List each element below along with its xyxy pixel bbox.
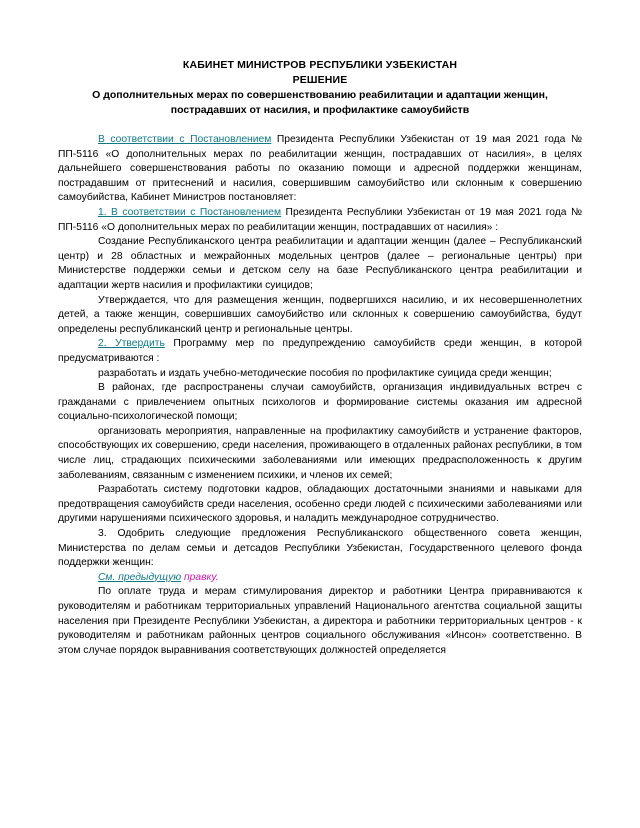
clause-2-paragraph — [58, 337, 582, 366]
preamble-text: Президента Республики Узбекистан от 19 мая 2021 года № ПП-5116 «О дополнительных мерах по реабилитации женщин, пострадавших от насилия», в целях дальнейшего совершенствования работы по оказанию помощи и адресной поддержки женщинам, пострадавшим от притеснений и насилия, совершившим самоубийство или склонным к совершению самоубийства, Кабинет Министров постановляет: — [58, 134, 582, 204]
document-type: РЕШЕНИЕ — [292, 73, 348, 86]
closing-paragraph: По оплате труда и мерам стимулирования директор и работники Центра приравниваются к руководителям и работникам территориальных управлений Национального агентства социальной защиты населения при Президенте Республики Узбекистан, а директора и работники территориальных центров - к руководителям и работникам районных центров социального обслуживания «Инсон» соответственно. В этом случае порядок выравнивания соответствующих должностей определяется — [58, 586, 582, 656]
clause-1-paragraph — [58, 206, 582, 235]
clause-2-approve-link[interactable]: 2. Утвердить — [98, 338, 165, 350]
clause-1-subitem-1: Создание Республиканского центра реабилитации и адаптации женщин (далее – Республиканский центр) и 28 областных и межрайонных модельных центров (далее – региональные центры) при Министерстве поддержки семьи и детском селу на базе Республиканского центра реабилитации и адаптации жертв насилия и профилактики суицидов; — [58, 236, 582, 291]
document-header — [58, 58, 582, 117]
preamble-paragraph — [58, 133, 582, 206]
clause-2-subitem-2: В районах, где распространены случаи самоубийств, организация индивидуальных встреч с гражданами с привлечением опытных психологов и формирование системы оказания им адресной социально-психологической помощи; — [58, 382, 582, 423]
issuing-organization: КАБИНЕТ МИНИСТРОВ РЕСПУБЛИКИ УЗБЕКИСТАН — [182, 59, 458, 71]
clause-1-subitem-2: Утверждается, что для размещения женщин, подвергшихся насилию, и их несовершеннолетних детей, а также женщин, совершивших самоубийство или склонных к совершению самоубийства, будут определены республиканский центр и региональные центры. — [58, 294, 582, 335]
clause-2-text: Программу мер по предупреждению самоубийств среди женщин, в которой предусматриваются : — [58, 338, 582, 364]
document-body — [58, 133, 582, 658]
page-title — [58, 88, 582, 117]
clause-2-subitem-1: разработать и издать учебно-методические пособия по профилактике суицида среди женщин; — [98, 367, 552, 379]
previous-revision-link[interactable]: См. предыдущую — [98, 571, 182, 583]
document-title-line-2: женщин, пострадавших от насилия, и профилактике самоубийств — [170, 89, 548, 116]
document-title-line-1: О дополнительных мерах по совершенствованию реабилитации и адаптации — [92, 89, 501, 101]
clause-2-subitem-3: организовать мероприятия, направленные на профилактику самоубийств и устранение факторов, способствующих их совершению, среди населения, проживающего в отдаленных районах республики, в том числе лиц, страдающих психическими заболеваниями или имеющих предрасположенность к другим заболеваниям, связанным с изменением психики, и членов их семей; — [58, 425, 582, 481]
clause-1-text: Президента Республики Узбекистан от 19 мая 2021 года № ПП-5116 «О дополнительных мерах по реабилитации женщин, пострадавших от насилия» : — [58, 206, 582, 233]
revision-note — [58, 571, 582, 586]
clause-1-decree-link[interactable]: 1. В соответствии с Постановлением — [98, 206, 282, 218]
clause-2-subitem-4: Разработать систему подготовки кадров, обладающих достаточными знаниями и навыками для предотвращения самоубийств среди населения, особенно среди людей с психическими заболеваниями или другими нарушениями психического здоровья, и наладить международное сотрудничество. — [58, 484, 582, 525]
preamble-decree-link[interactable]: В соответствии с Постановлением — [98, 134, 272, 145]
clause-3-paragraph: 3. Одобрить следующие предложения Республиканского общественного совета женщин, Министерства по делам семьи и детсадов Республики Узбекистан, Государственного целевого фонда поддержки женщин: — [58, 528, 582, 569]
revision-note-tail: правку. — [181, 571, 219, 583]
